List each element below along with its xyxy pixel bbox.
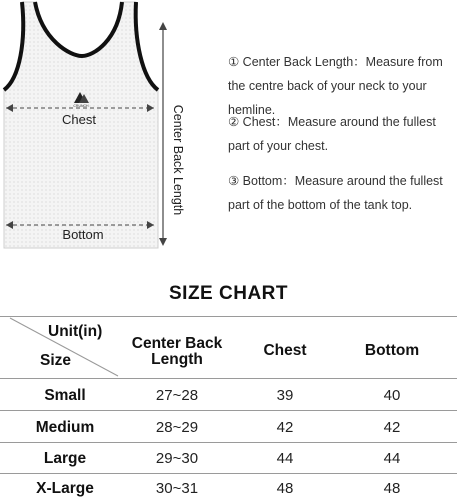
chest-cell: 39 (276, 387, 294, 404)
column-header-chest: Chest (263, 342, 307, 359)
size-cell: Large (43, 450, 87, 467)
instruction-chest: ② Chest：Measure around the fullest part of your chest. (228, 115, 436, 153)
tank-top-figure (0, 0, 190, 265)
column-header-length: Center Back Length (131, 335, 223, 368)
bottom-cell: 48 (383, 480, 401, 497)
length-measure-line (159, 22, 167, 246)
row-rule (0, 442, 457, 443)
chest-cell: 48 (276, 480, 294, 497)
chest-cell: 42 (276, 419, 294, 436)
column-header-bottom: Bottom (364, 342, 420, 359)
size-chart-title: SIZE CHART (169, 283, 288, 304)
instruction-center-back-length: ① Center Back Length：Measure from the centre back of your neck to your hemline. (228, 55, 443, 117)
instruction-bottom: ③ Bottom：Measure around the fullest part of the bottom of the tank top. (228, 174, 443, 212)
row-rule (0, 473, 457, 474)
length-cell: 30~31 (155, 480, 199, 497)
bottom-cell: 42 (383, 419, 401, 436)
bottom-cell: 44 (383, 450, 401, 467)
header-bottom-rule (0, 378, 457, 379)
bottom-label: Bottom (62, 227, 104, 242)
unit-label: Unit(in) (48, 323, 103, 340)
chest-label: Chest (62, 112, 96, 127)
length-label: Center Back Length (171, 104, 185, 216)
length-cell: 28~29 (155, 419, 199, 436)
bottom-cell: 40 (383, 387, 401, 404)
size-cell: X-Large (36, 480, 94, 497)
logo-text: CRUNCH (73, 104, 89, 108)
tank-top-drawing (0, 0, 190, 265)
length-cell: 29~30 (155, 450, 199, 467)
chest-cell: 44 (276, 450, 294, 467)
length-cell: 27~28 (155, 387, 199, 404)
row-rule (0, 410, 457, 411)
size-cell: Small (44, 387, 86, 404)
size-cell: Medium (35, 419, 95, 436)
size-header: Size (40, 352, 72, 369)
